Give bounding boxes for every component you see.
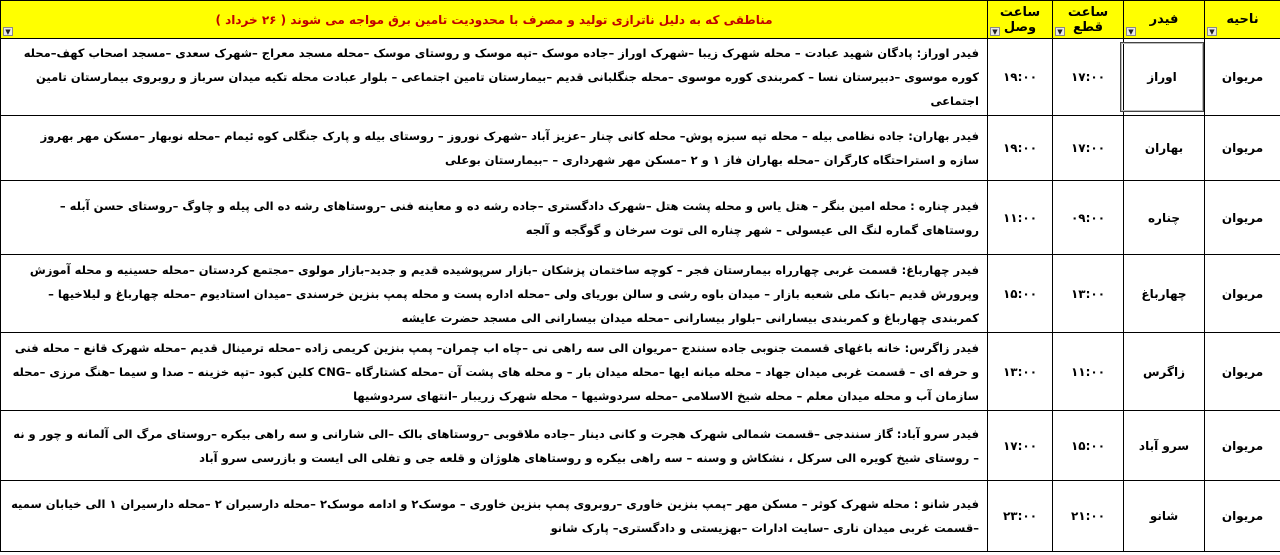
connect-time-cell[interactable]: ۱۱:۰۰ [988, 181, 1053, 255]
table-row [1, 116, 1280, 181]
header-region [1205, 1, 1280, 39]
connect-time-cell[interactable]: ۱۷:۰۰ [988, 411, 1053, 481]
filter-dropdown-icon[interactable]: ▼ [1207, 27, 1217, 36]
table-row [1, 481, 1280, 552]
description-cell[interactable]: فیدر چناره : محله امین بنگر – هتل یاس و محله پشت هتل –شهرک دادگستری –جاده رشه ده و معاینه فنی –روستاهای رشه ده الی پیله و چاوگ –روستای حسن آبله –روستاهای گماره لنگ الی عیسولی – شهر چناره الی توت سرخان و گوگجه و آلجه [1, 181, 988, 255]
header-description [1, 1, 988, 39]
region-cell[interactable]: مریوان [1205, 411, 1280, 481]
connect-time-cell[interactable]: ۱۳:۰۰ [988, 333, 1053, 411]
table-row [1, 333, 1280, 411]
cut-time-cell[interactable]: ۰۹:۰۰ [1053, 181, 1124, 255]
description-cell[interactable]: فیدر اوراز: پادگان شهید عبادت – محله شهرک زیبا –شهرک اوراز –جاده موسک –تپه موسک و روستای موسک –محله مسجد معراج –شهرک سعدی –مسجد اصحاب کهف–محله کوره موسوی –دبیرستان نسا – کمربندی کوره موسوی –محله جنگلبانی قدیم –بیمارستان تامین اجتماعی – بلوار عبادت محله تکیه میدان سرباز و روبروی بیمارستان تامین اجتماعی [1, 39, 988, 116]
region-cell[interactable]: مریوان [1205, 39, 1280, 116]
table-row [1, 255, 1280, 333]
region-cell[interactable]: مریوان [1205, 481, 1280, 552]
header-feeder [1124, 1, 1205, 39]
header-connect-time-label: ساعت وصل [999, 4, 1041, 35]
feeder-cell[interactable] [1124, 39, 1205, 116]
header-row [1, 1, 1280, 39]
connect-time-cell[interactable]: ۲۳:۰۰ [988, 481, 1053, 552]
filter-dropdown-icon[interactable]: ▼ [990, 27, 1000, 36]
header-feeder-label: فیدر [1149, 12, 1179, 27]
description-cell[interactable]: فیدر چهارباغ: قسمت غربی چهارراه بیمارستان فجر – کوچه ساختمان پزشکان –بازار سرپوشیده قدیم و جدید–بازار مولوی –مجتمع کردستان –محله حسینیه و محله آموزش وپرورش قدیم –بانک ملی شعبه بازار – میدان باوه رشی و سالن بوریای ولی –محله اداره پست و محله پمپ بنزین خرسندی –میدان استادیوم –محله چهارباغ و لیلاخیها –کمربندی چهارباغ و کمربندی بیسارانی –بلوار بیسارانی –محله میدان بیسارانی الی مسجد حضرت عایشه [1, 255, 988, 333]
feeder-cell[interactable]: شانو [1124, 481, 1205, 552]
header-description-label: مناطقی که به دلیل ناترازی تولید و مصرف با محدودیت تامین برق مواجه می شوند ( ۲۶ خرداد ) [215, 12, 773, 27]
selected-cell[interactable]: اوراز [1120, 42, 1204, 112]
feeder-cell[interactable]: چهارباغ [1124, 255, 1205, 333]
region-cell[interactable]: مریوان [1205, 333, 1280, 411]
header-cut-time-label: ساعت قطع [1067, 4, 1109, 35]
header-connect-time [988, 1, 1053, 39]
cut-time-cell[interactable]: ۱۱:۰۰ [1053, 333, 1124, 411]
feeder-cell[interactable]: زاگرس [1124, 333, 1205, 411]
filter-dropdown-icon[interactable]: ▼ [1126, 27, 1136, 36]
description-cell[interactable]: فیدر زاگرس: خانه باغهای قسمت جنوبی جاده سنندج –مریوان الی سه راهی نی –چاه اب چمران– پمپ بنزین کریمی زاده –محله ترمینال قدیم –محله شهرک قانع – محله فنی و حرفه ای – قسمت غربی میدان جهاد – محله میانه ایها –محله میدان بار – و محله های پشت آن –محله کشتارگاه –CNG کلین کبود –تپه خزینه – صدا و سیما –هنگ مرزی –محله سازمان آب و محله میدان معلم – محله شیخ الاسلامی –محله سردوشیها – محله شهرک زریبار –انتهای سردوشیها [1, 333, 988, 411]
region-cell[interactable]: مریوان [1205, 181, 1280, 255]
connect-time-cell[interactable]: ۱۵:۰۰ [988, 255, 1053, 333]
cut-time-cell[interactable]: ۱۷:۰۰ [1053, 39, 1124, 116]
description-cell[interactable]: فیدر شانو : محله شهرک کوثر – مسکن مهر –پمپ بنزین خاوری –روبروی پمپ بنزین خاوری – موسک۲ و ادامه موسک۲ –محله دارسیران ۲ –محله دارسیران ۱ الی خیابان سمیه –قسمت غربی میدان ناری –سایت ادارات –بهزیستی و دادگستری– پارک شانو [1, 481, 988, 552]
table-row [1, 181, 1280, 255]
filter-dropdown-icon[interactable]: ▼ [3, 27, 13, 36]
description-cell[interactable]: فیدر بهاران: جاده نظامی بیله – محله تپه سبزه پوش– محله کانی چنار –عزیز آباد –شهرک نوروز – روستای بیله و پارک جنگلی کوه ئیمام –محله نوبهار –مسکن مهر بهروز سازه و استراحتگاه کارگران –محله بهاران فاز ۱ و ۲ –مسکن مهر شهرداری – –بیمارستان بوعلی [1, 116, 988, 181]
description-cell[interactable]: فیدر سرو آباد: گاز سنندجی –قسمت شمالی شهرک هجرت و کانی دینار –جاده ملاقوبی –روستاهای بالک –الی شارانی و سه راهی بیکره –روستای مرگ الی آلمانه و چور و نه – روستای شیخ کویره الی سرکل ، نشکاش و وسنه – سه راهی بیکره و روستاهای هلوژان و قلعه جی و تفلی الی ایست و بازرسی سرو آباد [1, 411, 988, 481]
cut-time-cell[interactable]: ۱۳:۰۰ [1053, 255, 1124, 333]
feeder-cell[interactable]: سرو آباد [1124, 411, 1205, 481]
connect-time-cell[interactable]: ۱۹:۰۰ [988, 116, 1053, 181]
cut-time-cell[interactable]: ۱۷:۰۰ [1053, 116, 1124, 181]
region-cell[interactable]: مریوان [1205, 255, 1280, 333]
region-cell[interactable]: مریوان [1205, 116, 1280, 181]
feeder-cell[interactable]: چناره [1124, 181, 1205, 255]
table-row [1, 39, 1280, 116]
header-cut-time [1053, 1, 1124, 39]
table-row [1, 411, 1280, 481]
header-region-label: ناحیه [1226, 12, 1259, 27]
connect-time-cell[interactable]: ۱۹:۰۰ [988, 39, 1053, 116]
cut-time-cell[interactable]: ۱۵:۰۰ [1053, 411, 1124, 481]
filter-dropdown-icon[interactable]: ▼ [1055, 27, 1065, 36]
feeder-cell[interactable]: بهاران [1124, 116, 1205, 181]
cut-time-cell[interactable]: ۲۱:۰۰ [1053, 481, 1124, 552]
